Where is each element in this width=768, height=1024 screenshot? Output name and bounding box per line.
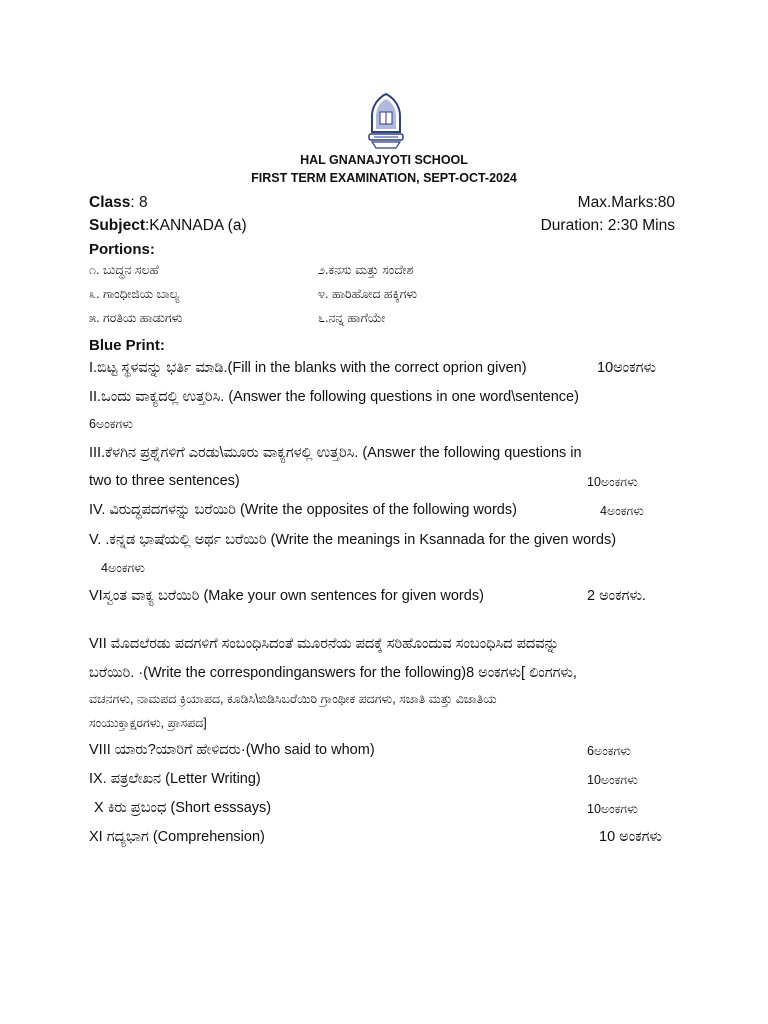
question-1-marks: 10ಅಂಕಗಳು bbox=[597, 360, 656, 376]
question-10-text: X ಕಿರು ಪ್ರಬಂಧ (Short esssays) bbox=[94, 800, 272, 816]
question-5-marks: 4ಅಂಕಗಳು bbox=[101, 561, 145, 575]
portions-heading: Portions: bbox=[89, 241, 155, 258]
portion-item: ೫. ಗರತಿಯ ಹಾಡುಗಳು bbox=[89, 311, 183, 325]
question-3-text-line2: two to three sentences) bbox=[89, 473, 240, 489]
blueprint-heading: Blue Print: bbox=[89, 337, 165, 354]
question-6-text: VIಸ್ವಂತ ವಾಕ್ಯ ಬರೆಯಿರಿ (Make your own sentences for given words) bbox=[89, 588, 484, 604]
max-marks: Max.Marks:80 bbox=[577, 194, 675, 211]
question-10-marks: 10ಅಂಕಗಳು bbox=[587, 802, 638, 816]
portion-item: ೬.ನನ್ನ ಹಾಗೆಯೇ bbox=[318, 311, 386, 325]
portion-item: ೧. ಬುದ್ಧನ ಸಲಹೆ bbox=[89, 263, 159, 277]
question-7-line2: ಬರೆಯಿರಿ. ·(Write the correspondinganswers for the following)8 ಅಂಕಗಳು[ ಲಿಂಗಗಳು, bbox=[89, 665, 577, 681]
question-8-marks: 6ಅಂಕಗಳು bbox=[587, 744, 631, 758]
class-line bbox=[89, 194, 148, 212]
exam-title: FIRST TERM EXAMINATION, SEPT-OCT-2024 bbox=[251, 171, 517, 185]
duration: Duration: 2:30 Mins bbox=[540, 217, 675, 234]
portion-item: ೩. ಗಾಂಧೀಜಿಯ ಬಾಲ್ಯ bbox=[89, 287, 180, 301]
question-8-text: VIII ಯಾರು?ಯಾರಿಗೆ ಹೇಳಿದರು·(Who said to whom) bbox=[89, 742, 375, 758]
subject-value: :KANNADA (a) bbox=[144, 217, 247, 234]
question-11-marks: 10 ಅಂಕಗಳು bbox=[599, 829, 662, 845]
question-4-text: IV. ವಿರುದ್ಧಪದಗಳನ್ನು ಬರೆಯಿರಿ (Write the opposites of the following words) bbox=[89, 502, 517, 518]
school-name: HAL GNANAJYOTI SCHOOL bbox=[300, 153, 468, 167]
portion-item: ೪. ಹಾರಿಹೋದ ಹಕ್ಕಿಗಳು bbox=[318, 287, 418, 301]
question-3-marks: 10ಅಂಕಗಳು bbox=[587, 475, 638, 489]
subject-line bbox=[89, 217, 247, 235]
class-label: Class bbox=[89, 194, 131, 211]
question-9-marks: 10ಅಂಕಗಳು bbox=[587, 773, 638, 787]
school-crest-logo bbox=[366, 92, 406, 150]
question-1-text: I.ಬಿಟ್ಟ ಸ್ಥಳವನ್ನು ಭರ್ತಿ ಮಾಡಿ.(Fill in the blanks with the correct oprion given) bbox=[89, 360, 527, 376]
portion-item: ೨.ಕನಸು ಮತ್ತು ಸಂದೇಶ bbox=[318, 263, 414, 277]
question-7-line4: ಸಂಯುಕ್ತಾಕ್ಷರಗಳು, ಪ್ರಾಸಪದ] bbox=[89, 716, 207, 730]
class-value: : 8 bbox=[130, 194, 148, 211]
question-2-text: II.ಒಂದು ವಾಕ್ಯದಲ್ಲಿ ಉತ್ತರಿಸಿ. (Answer the following questions in one word\sentence) bbox=[89, 389, 579, 405]
question-11-text: XI ಗದ್ಯಭಾಗ (Comprehension) bbox=[89, 829, 265, 845]
question-7-line3: ವಚನಗಳು, ನಾಮಪದ ಕ್ರಿಯಾಪದ, ಕೂಡಿಸಿ\ಬಿಡಿಸಿಬರೆಯಿರಿ ಗ್ರಾಂಥೀಕ ಪದಗಳು, ಸಜಾತಿ ಮತ್ತು ವಿಜಾತಿಯ bbox=[89, 692, 497, 706]
question-9-text: IX. ಪತ್ರಲೇಖನ (Letter Writing) bbox=[89, 771, 261, 787]
question-7-line1: VII ಮೊದಲೆರಡು ಪದಗಳಿಗೆ ಸಂಬಂಧಿಸಿದಂತೆ ಮೂರನೆಯ ಪದಕ್ಕೆ ಸರಿಹೊಂದುವ ಸಂಬಂಧಿಸಿದ ಪದವನ್ನು bbox=[89, 636, 560, 652]
question-6-marks: 2 ಅಂಕಗಳು. bbox=[587, 588, 646, 604]
question-5-text: V. .ಕನ್ನಡ ಭಾಷೆಯಲ್ಲಿ ಅರ್ಥ ಬರೆಯಿರಿ (Write the meanings in Ksannada for the given words) bbox=[89, 532, 617, 548]
subject-label: Subject bbox=[89, 217, 145, 234]
question-2-marks: 6ಅಂಕಗಳು bbox=[89, 417, 133, 431]
question-3-text-line1: III.ಕೆಳಗಿನ ಪ್ರಶ್ನೆಗಳಿಗೆ ಎರಡು\ಮೂರು ವಾಕ್ಯಗಳಲ್ಲಿ ಉತ್ತರಿಸಿ. (Answer the following questions in bbox=[89, 445, 582, 461]
question-4-marks: 4ಅಂಕಗಳು bbox=[600, 504, 644, 518]
